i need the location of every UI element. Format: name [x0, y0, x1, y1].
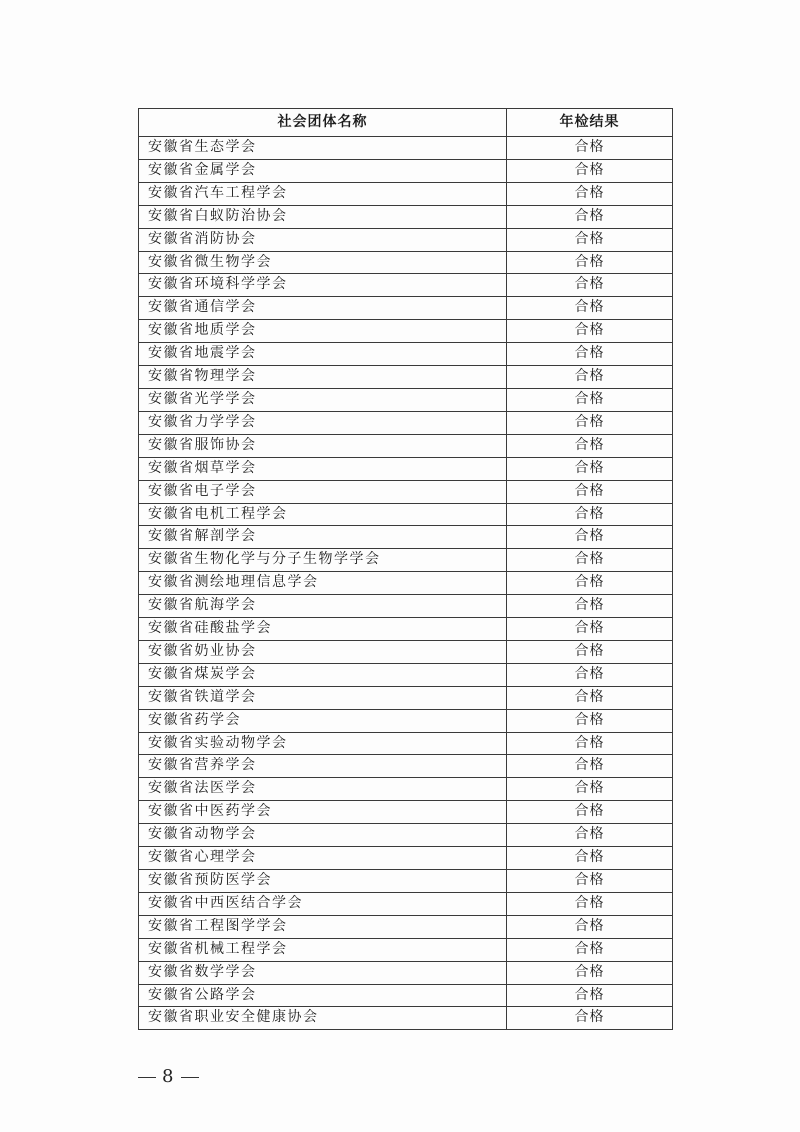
page-number-value: 8 [162, 1066, 176, 1087]
table-row [139, 228, 673, 251]
table-row [139, 457, 673, 480]
table-row [139, 778, 673, 801]
table-row [139, 1007, 673, 1030]
table-row [139, 824, 673, 847]
table-row [139, 205, 673, 228]
table-row [139, 938, 673, 961]
table-row [139, 434, 673, 457]
inspection-result-cell: 合格 [507, 663, 673, 686]
page-number-left-dash [138, 1077, 156, 1078]
inspection-result-cell: 合格 [507, 824, 673, 847]
organization-name-cell: 安徽省机械工程学会 [139, 938, 507, 961]
organization-name-cell: 安徽省金属学会 [139, 159, 507, 182]
table-row [139, 709, 673, 732]
table-row [139, 159, 673, 182]
organization-name-cell: 安徽省地震学会 [139, 343, 507, 366]
organization-name-cell: 安徽省服饰协会 [139, 434, 507, 457]
organization-name-cell: 安徽省法医学会 [139, 778, 507, 801]
inspection-result-cell: 合格 [507, 297, 673, 320]
table-row [139, 595, 673, 618]
inspection-result-cell: 合格 [507, 618, 673, 641]
table-row [139, 182, 673, 205]
table-row [139, 549, 673, 572]
organization-name-cell: 安徽省铁道学会 [139, 686, 507, 709]
inspection-result-cell: 合格 [507, 434, 673, 457]
table-row [139, 915, 673, 938]
inspection-result-cell: 合格 [507, 732, 673, 755]
inspection-result-cell: 合格 [507, 938, 673, 961]
table-row [139, 572, 673, 595]
table-row [139, 892, 673, 915]
organization-name-cell: 安徽省心理学会 [139, 847, 507, 870]
organization-name-cell: 安徽省公路学会 [139, 984, 507, 1007]
inspection-result-cell: 合格 [507, 870, 673, 893]
page-number [132, 1066, 205, 1087]
table-row [139, 640, 673, 663]
inspection-result-cell: 合格 [507, 595, 673, 618]
table-row [139, 343, 673, 366]
inspection-result-cell: 合格 [507, 251, 673, 274]
table-row [139, 618, 673, 641]
inspection-result-cell: 合格 [507, 320, 673, 343]
header-organization-name: 社会团体名称 [139, 109, 507, 137]
organization-name-cell: 安徽省职业安全健康协会 [139, 1007, 507, 1030]
header-inspection-result: 年检结果 [507, 109, 673, 137]
organization-name-cell: 安徽省电机工程学会 [139, 503, 507, 526]
table-row [139, 526, 673, 549]
table-row [139, 961, 673, 984]
organization-name-cell: 安徽省动物学会 [139, 824, 507, 847]
annual-inspection-table [138, 108, 673, 1030]
inspection-result-cell: 合格 [507, 755, 673, 778]
inspection-result-cell: 合格 [507, 892, 673, 915]
table-row [139, 984, 673, 1007]
table-row [139, 480, 673, 503]
inspection-result-cell: 合格 [507, 801, 673, 824]
inspection-result-cell: 合格 [507, 778, 673, 801]
table-row [139, 297, 673, 320]
organization-name-cell: 安徽省数学学会 [139, 961, 507, 984]
inspection-result-cell: 合格 [507, 1007, 673, 1030]
page-number-right-dash [181, 1077, 199, 1078]
inspection-result-cell: 合格 [507, 274, 673, 297]
inspection-result-cell: 合格 [507, 411, 673, 434]
organization-name-cell: 安徽省力学学会 [139, 411, 507, 434]
organization-name-cell: 安徽省消防协会 [139, 228, 507, 251]
inspection-result-cell: 合格 [507, 205, 673, 228]
organization-name-cell: 安徽省环境科学学会 [139, 274, 507, 297]
inspection-result-cell: 合格 [507, 480, 673, 503]
organization-name-cell: 安徽省物理学会 [139, 366, 507, 389]
inspection-result-cell: 合格 [507, 366, 673, 389]
table-row [139, 870, 673, 893]
table-row [139, 274, 673, 297]
table-header-row [139, 109, 673, 137]
organization-name-cell: 安徽省电子学会 [139, 480, 507, 503]
organization-name-cell: 安徽省生物化学与分子生物学学会 [139, 549, 507, 572]
organization-name-cell: 安徽省奶业协会 [139, 640, 507, 663]
table-row [139, 137, 673, 160]
inspection-result-cell: 合格 [507, 961, 673, 984]
inspection-result-cell: 合格 [507, 572, 673, 595]
inspection-result-cell: 合格 [507, 503, 673, 526]
inspection-result-cell: 合格 [507, 228, 673, 251]
table-row [139, 366, 673, 389]
organization-name-cell: 安徽省航海学会 [139, 595, 507, 618]
organization-name-cell: 安徽省光学学会 [139, 388, 507, 411]
organization-name-cell: 安徽省药学会 [139, 709, 507, 732]
organization-name-cell: 安徽省测绘地理信息学会 [139, 572, 507, 595]
table-row [139, 251, 673, 274]
inspection-result-cell: 合格 [507, 915, 673, 938]
table-row [139, 686, 673, 709]
table-row [139, 732, 673, 755]
organization-name-cell: 安徽省中医药学会 [139, 801, 507, 824]
organization-name-cell: 安徽省预防医学会 [139, 870, 507, 893]
table-row [139, 411, 673, 434]
table-body [139, 137, 673, 1030]
table-row [139, 801, 673, 824]
organization-name-cell: 安徽省烟草学会 [139, 457, 507, 480]
inspection-result-cell: 合格 [507, 343, 673, 366]
inspection-result-cell: 合格 [507, 182, 673, 205]
inspection-result-cell: 合格 [507, 709, 673, 732]
table-row [139, 755, 673, 778]
organization-name-cell: 安徽省营养学会 [139, 755, 507, 778]
organization-name-cell: 安徽省煤炭学会 [139, 663, 507, 686]
organization-name-cell: 安徽省微生物学会 [139, 251, 507, 274]
inspection-result-cell: 合格 [507, 549, 673, 572]
organization-name-cell: 安徽省汽车工程学会 [139, 182, 507, 205]
organization-name-cell: 安徽省硅酸盐学会 [139, 618, 507, 641]
table-row [139, 388, 673, 411]
organization-name-cell: 安徽省工程图学学会 [139, 915, 507, 938]
organization-name-cell: 安徽省中西医结合学会 [139, 892, 507, 915]
inspection-result-cell: 合格 [507, 526, 673, 549]
inspection-result-cell: 合格 [507, 159, 673, 182]
inspection-result-cell: 合格 [507, 686, 673, 709]
table-row [139, 663, 673, 686]
table-row [139, 847, 673, 870]
inspection-result-cell: 合格 [507, 457, 673, 480]
organization-name-cell: 安徽省实验动物学会 [139, 732, 507, 755]
organization-name-cell: 安徽省通信学会 [139, 297, 507, 320]
organization-name-cell: 安徽省解剖学会 [139, 526, 507, 549]
organization-name-cell: 安徽省白蚁防治协会 [139, 205, 507, 228]
organization-name-cell: 安徽省地质学会 [139, 320, 507, 343]
table-row [139, 503, 673, 526]
inspection-result-cell: 合格 [507, 640, 673, 663]
inspection-result-cell: 合格 [507, 984, 673, 1007]
table-row [139, 320, 673, 343]
inspection-result-cell: 合格 [507, 137, 673, 160]
inspection-result-cell: 合格 [507, 847, 673, 870]
organization-name-cell: 安徽省生态学会 [139, 137, 507, 160]
inspection-result-cell: 合格 [507, 388, 673, 411]
